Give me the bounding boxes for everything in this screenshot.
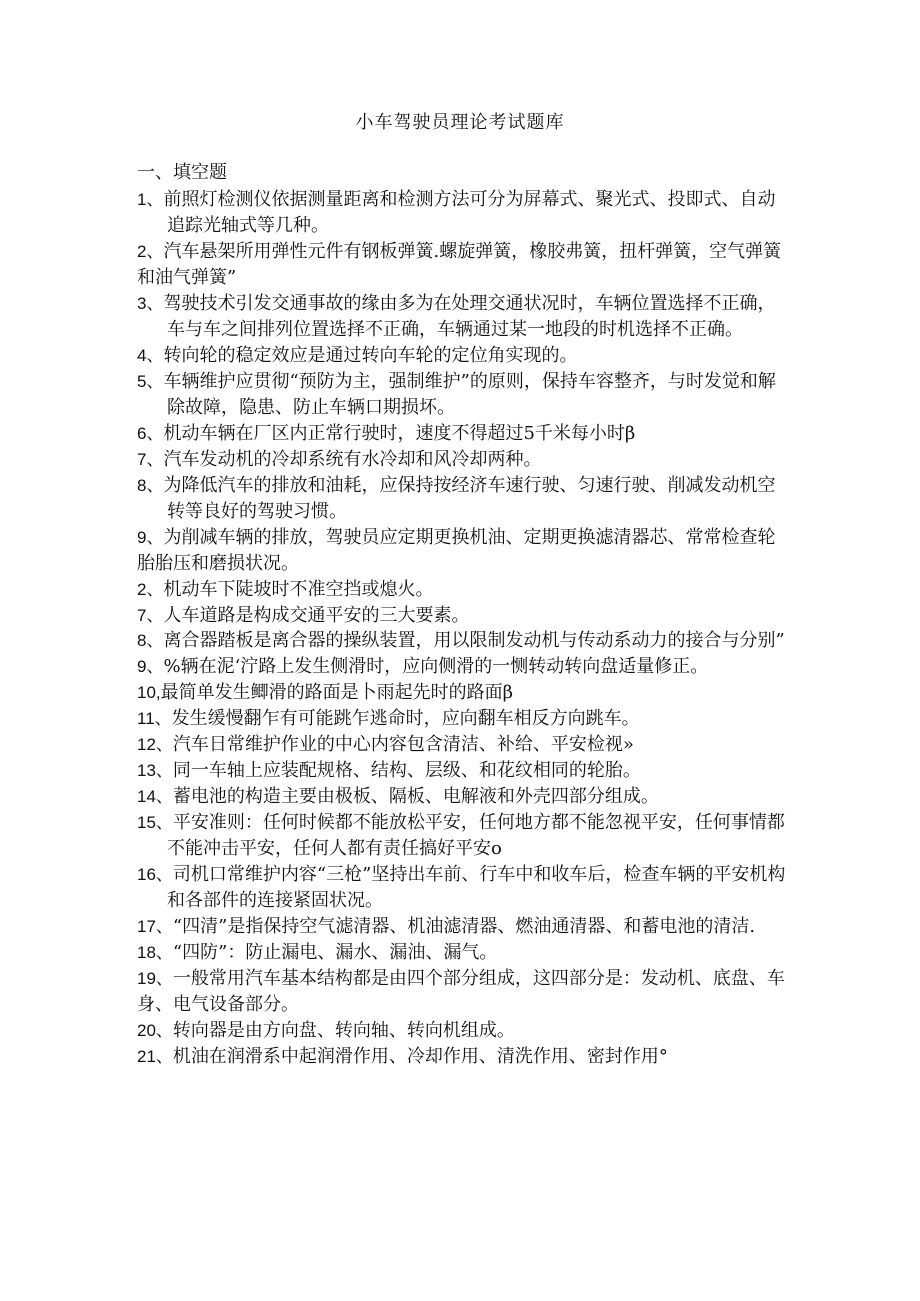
item-number: 1、 xyxy=(137,190,164,209)
list-item xyxy=(137,629,787,654)
item-number: 17、 xyxy=(137,917,173,936)
item-number: 4、 xyxy=(137,346,164,365)
item-text: 平安准则：任何时候都不能放松平安，任何地方都不能忽视平安，任何事情都不能冲击平安，任何人都有责任搞好平安o xyxy=(167,812,785,859)
list-item xyxy=(137,654,787,680)
item-text: 汽车日常维护作业的中心内容包含清洁、补给、平安检视» xyxy=(172,734,634,755)
item-number: 7、 xyxy=(137,606,164,625)
item-text: 汽车悬架所用弹性元件有钢板弹簧.螺旋弹簧，橡胶弗簧，扭杆弹簧，空气弹簧和油气弹簧” xyxy=(137,241,782,288)
item-text: 一般常用汽车基本结构都是由四个部分组成，这四部分是：发动机、底盘、车身、电气设备部分。 xyxy=(137,968,785,1015)
item-number: 13、 xyxy=(137,761,173,780)
item-number: 10, xyxy=(137,683,161,702)
item-text: “四防”：防止漏电、漏水、漏油、漏气。 xyxy=(172,942,498,963)
item-number: 5、 xyxy=(137,372,164,391)
item-number: 18、 xyxy=(137,943,173,962)
list-item xyxy=(137,187,787,239)
item-text: 转向器是由方向盘、转向轴、转向机组成。 xyxy=(172,1020,515,1041)
list-item xyxy=(137,784,787,810)
item-number: 14、 xyxy=(137,787,173,806)
list-item xyxy=(137,758,787,784)
item-number: 8、 xyxy=(137,631,164,650)
list-item xyxy=(137,940,787,966)
item-number: 11、 xyxy=(137,709,172,728)
item-number: 16、 xyxy=(137,865,173,884)
item-text: 驾驶技术引发交通事故的缘由多为在处理交通状况时，车辆位置选择不正确，车与车之间排列位置选择不正确，车辆通过某一地段的时机选择不正确。 xyxy=(163,293,776,340)
item-text: 机动车下陡坡时不准空挡或熄火。 xyxy=(163,579,434,600)
item-number: 7、 xyxy=(137,450,164,469)
item-number: 9、 xyxy=(137,657,164,676)
list-item xyxy=(137,421,787,447)
item-text: 离合器踏板是离合器的操纵装置，用以限制发动机与传动系动力的接合与分别” xyxy=(163,630,785,651)
item-number: 19、 xyxy=(137,969,173,988)
item-text: 为削减车辆的排放，驾驶员应定期更换机油、定期更换滤清器芯、常常检查轮胎胎压和磨损状况。 xyxy=(137,527,776,574)
list-item xyxy=(137,291,787,343)
list-item xyxy=(137,680,787,706)
list-item xyxy=(137,525,787,577)
list-item xyxy=(137,343,787,369)
item-number: 9、 xyxy=(137,528,164,547)
item-text: 前照灯检测仪依据测量距离和检测方法可分为屏幕式、聚光式、投即式、自动追踪光轴式等几种。 xyxy=(163,189,776,236)
item-number: 2、 xyxy=(137,242,164,261)
item-text: 蓄电池的构造主要由极板、隔板、电解液和外壳四部分组成。 xyxy=(172,786,659,807)
list-item xyxy=(137,577,787,603)
page-title: 小车驾驶员理论考试题库 xyxy=(355,112,565,133)
item-text: 为降低汽车的排放和油耗，应保持按经济车速行驶、匀速行驶、削减发动机空转等良好的驾驶习惯。 xyxy=(163,475,776,522)
list-item xyxy=(137,239,787,291)
item-text: 机动车辆在厂区内正常行驶时，速度不得超过5千米每小时β xyxy=(163,423,636,444)
list-item xyxy=(137,473,787,525)
item-number: 8、 xyxy=(137,476,164,495)
item-text: 发生缓慢翻乍有可能跳乍逃命时，应向翻车相反方向跳车。 xyxy=(171,708,640,729)
item-text: 转向轮的稳定效应是通过转向车轮的定位角实现的。 xyxy=(163,345,578,366)
item-text: 最简单发生鲫滑的路面是卜雨起先时的路面β xyxy=(160,682,514,703)
item-text: 同一车轴上应装配规格、结构、层级、和花纹相同的轮胎。 xyxy=(172,760,641,781)
list-item xyxy=(137,966,787,1018)
list-item xyxy=(137,369,787,421)
section-heading: 一、填空题 xyxy=(137,162,227,183)
list-item xyxy=(137,862,787,914)
item-number: 20、 xyxy=(137,1021,173,1040)
list-item xyxy=(137,706,787,732)
item-text: 机油在润滑系中起润滑作用、冷却作用、清洗作用、密封作用° xyxy=(172,1046,668,1067)
item-number: 15、 xyxy=(137,813,173,832)
list-item xyxy=(137,732,787,758)
question-list xyxy=(137,160,787,1070)
item-text: %辆在泥‘泞路上发生侧滑时，应向侧滑的一恻转动转向盘适量修正。 xyxy=(163,656,709,677)
item-number: 2、 xyxy=(137,580,164,599)
item-number: 12、 xyxy=(137,735,173,754)
list-item xyxy=(137,603,787,629)
item-text: “四清”是指保持空气滤清器、机油滤清器、燃油通清器、和蓄电池的清洁. xyxy=(172,916,756,937)
item-text: 汽车发动机的冷却系统有水冷却和风冷却两种。 xyxy=(163,449,542,470)
item-number: 6、 xyxy=(137,424,164,443)
list-item xyxy=(137,1018,787,1044)
list-item xyxy=(137,810,787,862)
item-text: 车辆维护应贯彻“预防为主，强制维护”的原则，保持车容整齐，与时发觉和解除故障，隐患、防止车辆口期损坏。 xyxy=(163,371,776,418)
list-item xyxy=(137,914,787,940)
item-text: 司机口常维护内容“三枪”坚持出车前、行车中和收车后，检查车辆的平安机构和各部件的连接紧固状况。 xyxy=(167,864,786,911)
item-number: 21、 xyxy=(137,1047,173,1066)
list-item xyxy=(137,1044,787,1070)
list-item xyxy=(137,447,787,473)
item-number: 3、 xyxy=(137,294,164,313)
item-text: 人车道路是构成交通平安的三大要素。 xyxy=(163,605,470,626)
